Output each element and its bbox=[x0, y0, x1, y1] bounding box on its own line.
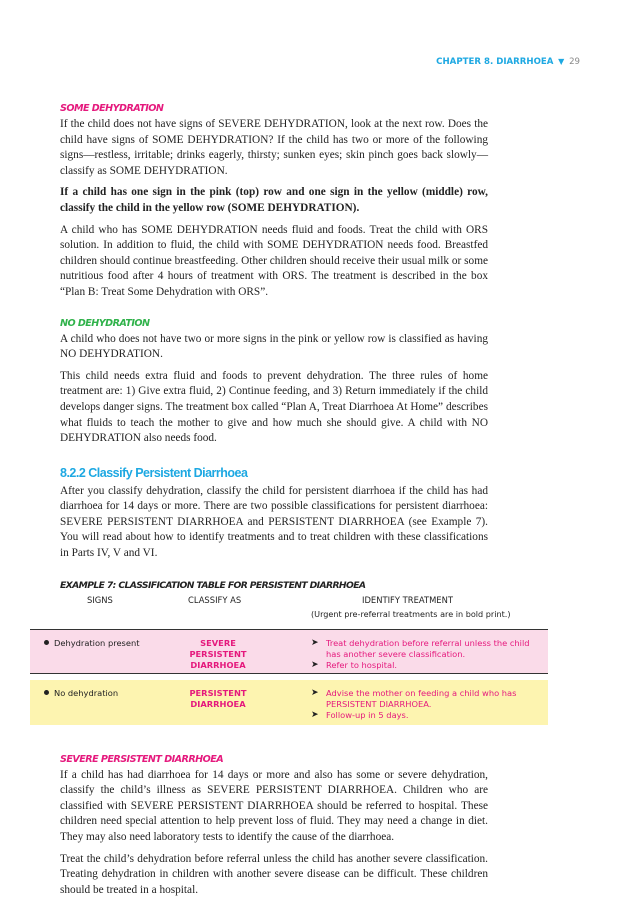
classification-line: SEVERE bbox=[200, 637, 236, 648]
classification-line: PERSISTENT bbox=[189, 687, 247, 698]
treatment-item bbox=[311, 660, 537, 671]
column-header-treatment-note: (Urgent pre-referral treatments are in bold print.) bbox=[311, 608, 511, 619]
some-dehydration-paragraph-2: If a child has one sign in the pink (top) row and one sign in the yellow (middle) row, classify the child in the yellow row (SOME DEHYDRATION). bbox=[60, 186, 488, 214]
main-content bbox=[54, 103, 530, 904]
example-7-title: EXAMPLE 7: CLASSIFICATION TABLE FOR PERSISTENT DIARRHOEA bbox=[60, 579, 366, 591]
running-header bbox=[0, 57, 580, 67]
column-header-treatment: IDENTIFY TREATMENT bbox=[362, 594, 453, 605]
severe-persistent-paragraph-1: If a child has had diarrhoea for 14 days or more and also has some or severe dehydration, classify the child’s illness as SEVERE PERSISTENT DIARRHOEA. Children who are classified with SEVERE PERSISTENT DIARRHOEA should be referred to hospital. These children need special attention to help prevent loss of fluid. They may need a change in diet. They may also need laboratory tests to identify the cause of the diarrhoea. bbox=[60, 768, 488, 844]
arrow-icon: ➤ bbox=[311, 687, 319, 698]
some-dehydration-paragraph-1: If the child does not have signs of SEVERE DEHYDRATION, look at the next row. Does the child have signs of SOME DEHYDRATION? If the child has two or more of the following signs—restless, irritable; drinks eagerly, thirsty; sunken eyes; skin pinch goes back slowly—classify as SOME DEHYDRATION. bbox=[60, 118, 488, 177]
classification-line: DIARRHOEA bbox=[190, 699, 246, 710]
treatment-item bbox=[311, 638, 537, 661]
chapter-title: CHAPTER 8. DIARRHOEA bbox=[436, 57, 554, 67]
severe-persistent-paragraph-2: Treat the child’s dehydration before referral unless the child has another severe classification. Treating dehydration in children with another severe disease can be difficult. These children should be treated in a hospital. bbox=[60, 852, 488, 896]
treatment-item bbox=[311, 710, 537, 721]
treatment-text: Follow-up in 5 days. bbox=[326, 710, 409, 721]
treatment-text: Treat dehydration before referral unless the child has another severe classification. bbox=[326, 637, 530, 660]
arrow-icon: ➤ bbox=[311, 660, 319, 671]
classification-cell bbox=[188, 688, 248, 711]
some-dehydration-paragraph-3: A child who has SOME DEHYDRATION needs fluid and foods. Treat the child with ORS solution. In addition to fluid, the child with SOME DEHYDRATION needs food. Breastfed children should continue breastfeeding. Other children should receive their usual milk or some nutritious food after 4 hours of treatment with ORS. The treatment is described in the box “Plan B: Treat Some Dehydration with ORS”. bbox=[60, 223, 488, 298]
bullet-icon bbox=[44, 690, 49, 695]
table-header bbox=[30, 595, 548, 629]
classification-table bbox=[30, 595, 548, 725]
triangle-icon: ▼ bbox=[558, 57, 565, 66]
persistent-diarrhoea-heading: 8.2.2 Classify Persistent Diarrhoea bbox=[60, 465, 248, 480]
table-row-persistent bbox=[30, 680, 548, 725]
no-dehydration-paragraph-1: A child who does not have two or more signs in the pink or yellow row is classified as having NO DEHYDRATION. bbox=[60, 332, 488, 361]
no-dehydration-paragraph-2: This child needs extra fluid and foods to prevent dehydration. The three rules of home treatment are: 1) Give extra fluid, 2) Continue feeding, and 3) Return immediately if the child develops danger signs. The treatment box called “Plan A, Treat Diarrhoea At Home” describes what fluids to teach the mother to give and how much she should give. A child with NO DEHYDRATION also needs food. bbox=[60, 369, 488, 445]
persistent-diarrhoea-paragraph: After you classify dehydration, classify the child for persistent diarrhoea if the child has had diarrhoea for 14 days or more. There are two possible classifications for persistent diarrhoea: SEVERE PERSISTENT DIARRHOEA and PERSISTENT DIARRHOEA (see Example 7). You will read about how to identify treatments and to treat children with these classifications in Parts IV, V and VI. bbox=[60, 484, 488, 560]
column-header-classify: CLASSIFY AS bbox=[188, 594, 242, 605]
page-number: 29 bbox=[569, 57, 580, 67]
classification-line: DIARRHOEA bbox=[190, 660, 246, 671]
classification-line: PERSISTENT bbox=[189, 649, 247, 660]
treatment-item bbox=[311, 688, 537, 711]
sign-text: No dehydration bbox=[54, 687, 119, 698]
some-dehydration-heading: SOME DEHYDRATION bbox=[60, 103, 164, 114]
treatment-text: Advise the mother on feeding a child who has PERSISTENT DIARRHOEA. bbox=[326, 687, 517, 710]
bullet-icon bbox=[44, 640, 49, 645]
classification-cell bbox=[188, 638, 248, 672]
sign-cell bbox=[44, 638, 140, 649]
table-row-severe bbox=[30, 629, 548, 674]
sign-cell bbox=[44, 688, 118, 699]
no-dehydration-heading: NO DEHYDRATION bbox=[60, 317, 150, 329]
treatment-cell bbox=[311, 688, 537, 722]
column-header-signs: SIGNS bbox=[87, 594, 113, 605]
arrow-icon: ➤ bbox=[311, 637, 319, 648]
treatment-text: Refer to hospital. bbox=[326, 660, 398, 671]
arrow-icon: ➤ bbox=[311, 710, 319, 721]
sign-text: Dehydration present bbox=[54, 637, 140, 648]
severe-persistent-heading: SEVERE PERSISTENT DIARRHOEA bbox=[60, 753, 224, 765]
treatment-cell bbox=[311, 638, 537, 672]
